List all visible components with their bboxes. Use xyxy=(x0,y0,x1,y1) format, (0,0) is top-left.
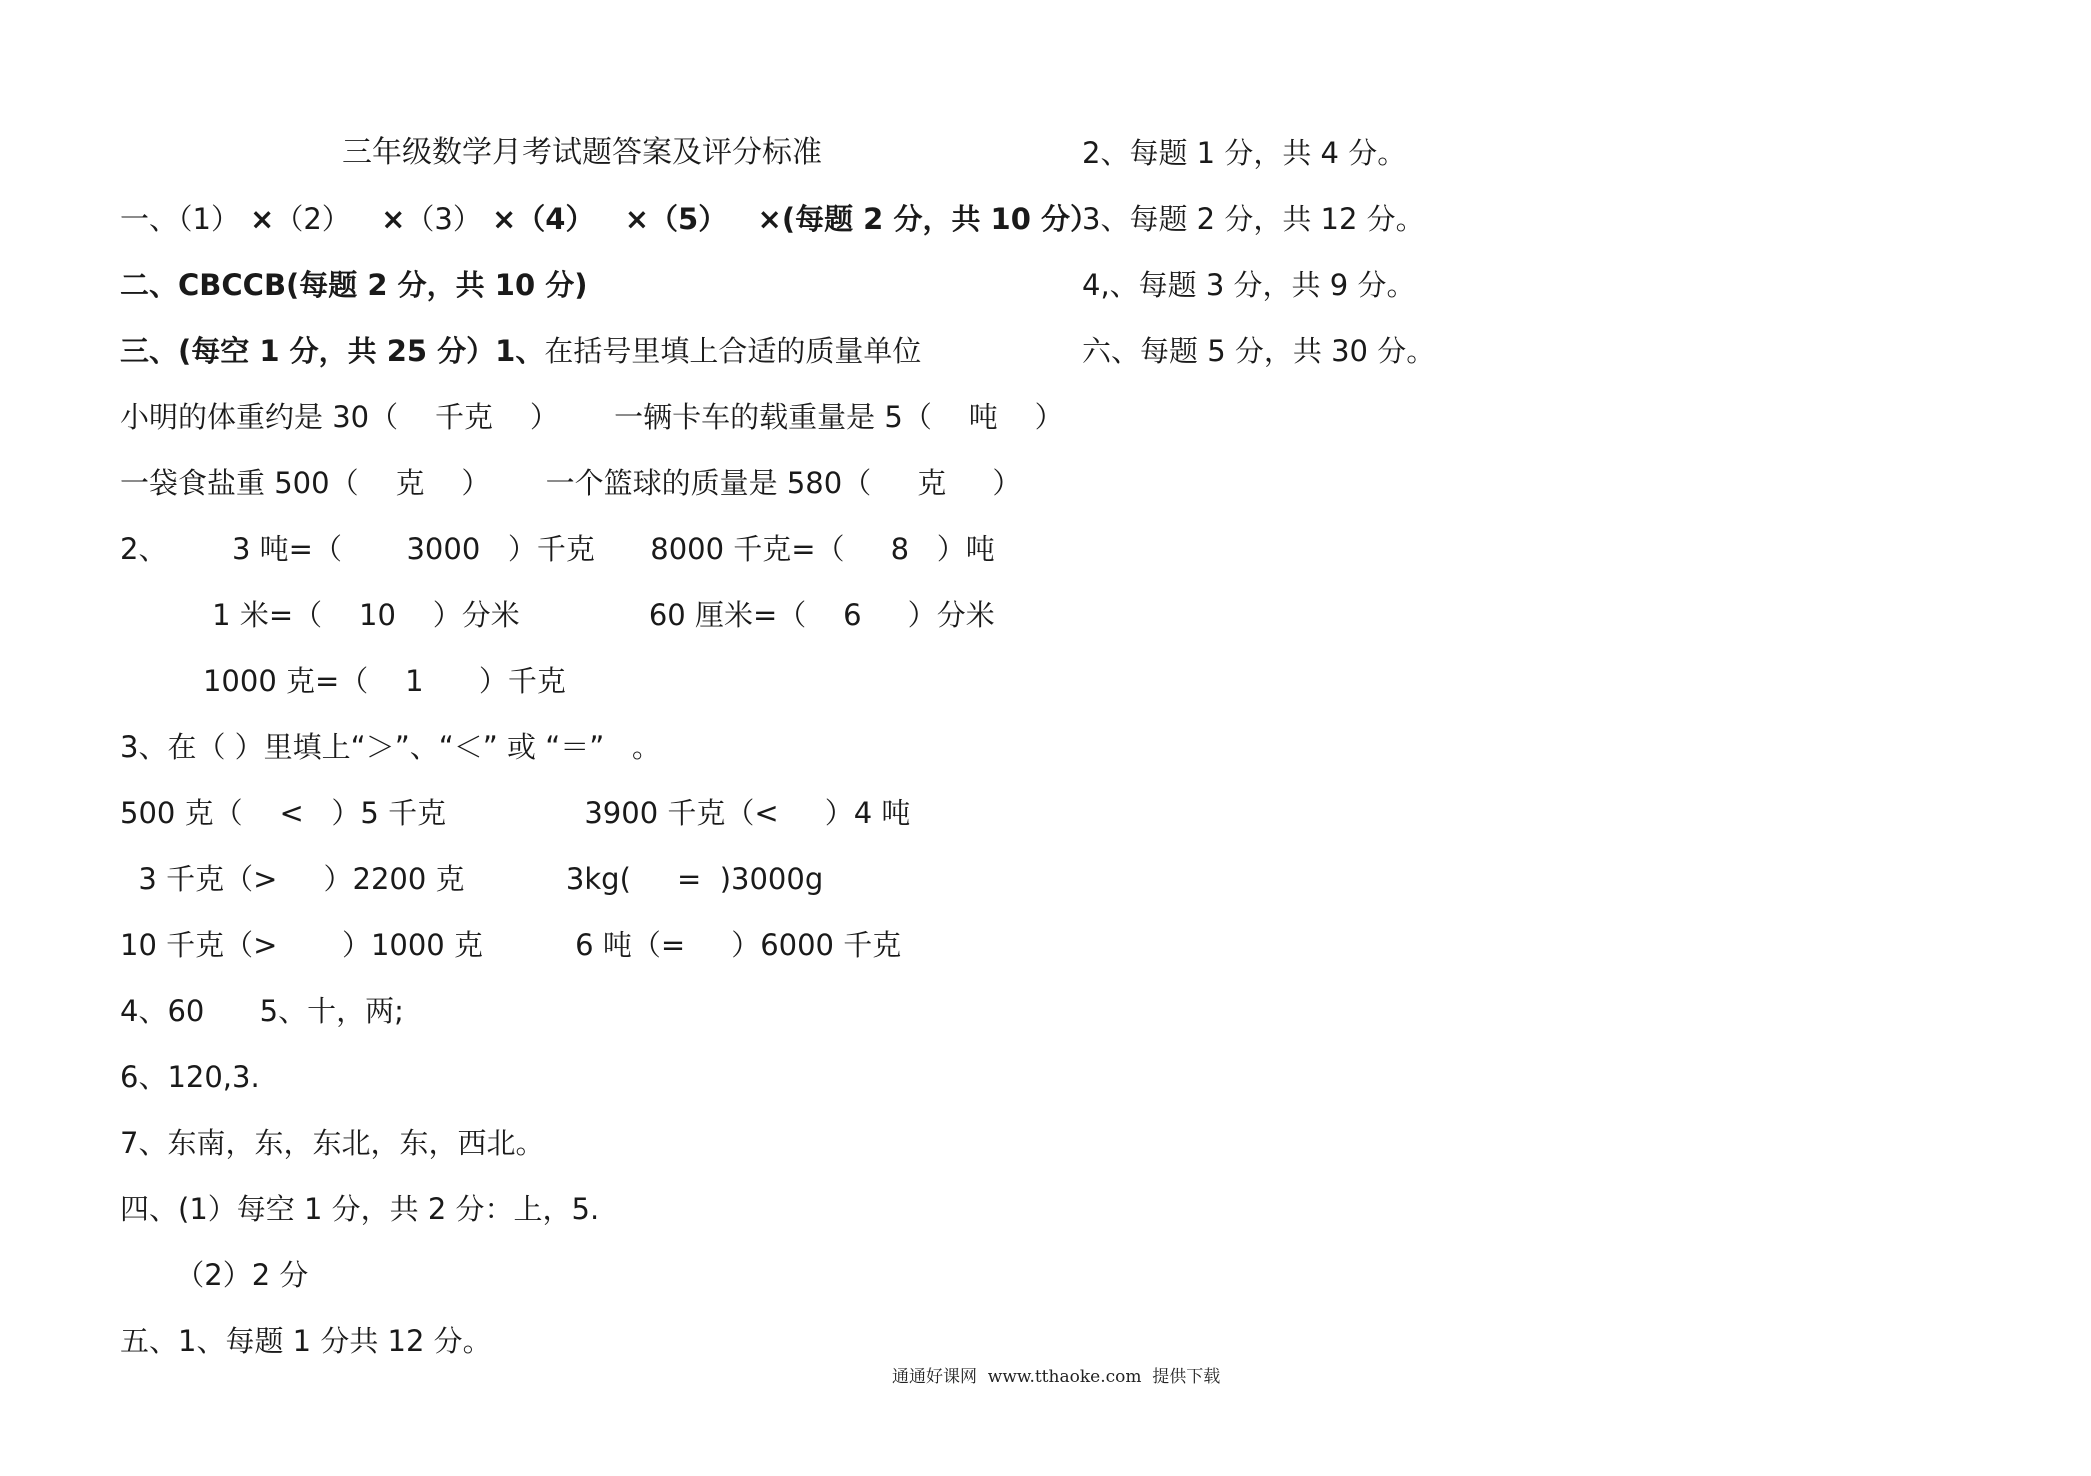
answer-line-compare-heading: 3、在（ ）里填上“＞”、“＜” 或 “＝” 。 xyxy=(120,730,661,764)
answer-line-compare-3: 10 千克（> ）1000 克 6 吨（= ）6000 千克 xyxy=(120,928,902,962)
s1-mark-3: × xyxy=(481,202,517,236)
s1-mark-1: × xyxy=(239,202,275,236)
section-two-answers: 二、CBCCB(每题 2 分，共 10 分) xyxy=(120,268,588,302)
answer-line-convert-3: 1000 克=（ 1 ）千克 xyxy=(120,664,566,698)
s3-heading-label: 三、(每空 1 分，共 25 分）1、 xyxy=(120,334,545,368)
answer-line-convert-1: 2、 3 吨=（ 3000 ）千克 8000 千克=（ 8 ）吨 xyxy=(120,532,995,566)
section-three-heading xyxy=(120,328,1040,394)
s1-mark-4: × xyxy=(594,202,650,236)
section-five-part-4: 4,、每题 3 分，共 9 分。 xyxy=(1082,268,1416,302)
section-one-answers xyxy=(120,196,1100,262)
footer-source: 通通好课网 www.tthaoke.com 提供下载 xyxy=(892,1367,1221,1387)
section-four-part-1: 四、(1）每空 1 分，共 2 分：上，5. xyxy=(120,1192,600,1226)
s1-label-3: （3） xyxy=(405,202,482,236)
s1-label-5: （5） xyxy=(649,202,728,236)
answer-line-4-5: 4、60 5、十，两; xyxy=(120,994,404,1028)
s1-label-1: 一、（1） xyxy=(120,202,240,236)
section-six: 六、每题 5 分，共 30 分。 xyxy=(1082,334,1436,368)
answer-line-weight-1: 小明的体重约是 30（ 千克 ） 一辆卡车的载重量是 5（ 吨 ） xyxy=(120,400,1064,434)
answer-line-7: 7、东南，东，东北，东，西北。 xyxy=(120,1126,545,1160)
s1-score: (每题 2 分，共 10 分） xyxy=(781,202,1100,236)
s1-mark-2: × xyxy=(350,202,406,236)
section-five-part-3: 3、每题 2 分，共 12 分。 xyxy=(1082,202,1425,236)
s1-mark-5: × xyxy=(727,202,782,236)
answer-line-6: 6、120,3. xyxy=(120,1060,260,1094)
section-five-part-2: 2、每题 1 分，共 4 分。 xyxy=(1082,136,1407,170)
section-four-part-2: （2）2 分 xyxy=(120,1258,309,1292)
document-title: 三年级数学月考试题答案及评分标准 xyxy=(342,135,822,170)
right-column xyxy=(1082,130,1782,394)
answer-line-compare-2: 3 千克（> ）2200 克 3kg( = )3000g xyxy=(120,862,824,896)
s1-label-2: （2） xyxy=(274,202,351,236)
answer-line-compare-1: 500 克（ < ）5 千克 3900 千克（< ）4 吨 xyxy=(120,796,911,830)
answer-line-convert-2: 1 米=（ 10 ）分米 60 厘米=（ 6 ）分米 xyxy=(120,598,995,632)
answer-line-weight-2: 一袋食盐重 500（ 克 ） 一个篮球的质量是 580（ 克 ） xyxy=(120,466,1022,500)
s1-label-4: （4） xyxy=(516,202,595,236)
s3-heading-text: 在括号里填上合适的质量单位 xyxy=(544,334,922,368)
section-five-part-1: 五、1、每题 1 分共 12 分。 xyxy=(120,1324,492,1358)
